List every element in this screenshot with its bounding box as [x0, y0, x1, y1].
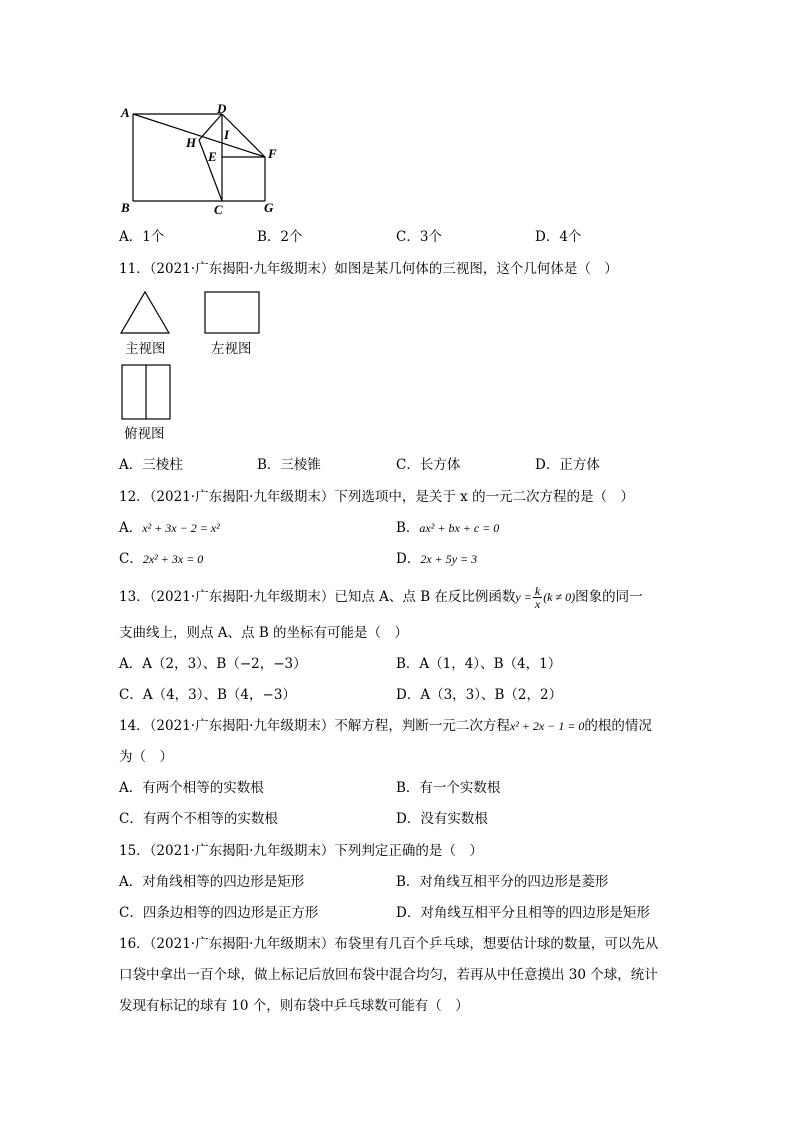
option-expression: 2x² + 3x = 0: [142, 552, 204, 566]
q14-option-a[interactable]: A．有两个相等的实数根: [119, 780, 264, 796]
q13-stem-line1: [119, 585, 643, 610]
equation: x² + 2x − 1 = 0: [509, 719, 585, 733]
q10-option-b[interactable]: B．2个: [257, 229, 303, 245]
q14-stem-end: 的根的情况: [584, 718, 652, 734]
point-label-b: B: [121, 200, 130, 215]
q14-stem-line1: [119, 716, 652, 736]
q13-option-a[interactable]: A．A（2，3）、B（−2，−3）: [119, 656, 307, 672]
q16-stem-line3: 发现有标记的球有 10 个，则布袋中乒乓球数可能有（ ）: [119, 998, 469, 1014]
q13-option-d[interactable]: D．A（3，3）、B（2，2）: [396, 687, 563, 703]
function-lhs: y =: [515, 590, 532, 604]
side-view-label: 左视图: [211, 341, 252, 357]
q14-stem-line2: 为（ ）: [119, 749, 173, 765]
option-expression: x² + 3x − 2 = x²: [142, 521, 220, 535]
point-label-a: A: [121, 105, 130, 120]
option-expression: ax² + bx + c = 0: [419, 521, 500, 535]
option-expression: 2x + 5y = 3: [420, 552, 478, 566]
q13-option-c[interactable]: C．A（4，3）、B（4，−3）: [119, 687, 296, 703]
q12-stem: 12．（2021·广东揭阳·九年级期末）下列选项中，是关于 x 的一元二次方程的是（ ）: [119, 489, 635, 505]
q10-option-a[interactable]: A．1个: [119, 229, 165, 245]
q11-option-a[interactable]: A．三棱柱: [119, 457, 183, 473]
q11-stem: 11．（2021·广东揭阳·九年级期末）如图是某几何体的三视图，这个几何体是（ ）: [119, 261, 618, 277]
q14-option-c[interactable]: C．有两个不相等的实数根: [119, 811, 278, 827]
function-fraction: [533, 585, 542, 610]
top-view-label: 俯视图: [124, 426, 165, 442]
point-label-f: F: [268, 146, 277, 161]
point-label-i: I: [224, 127, 230, 142]
option-label: C．: [119, 551, 143, 567]
q12-option-b[interactable]: [396, 518, 499, 538]
q12-option-d[interactable]: [396, 549, 477, 569]
q15-option-b[interactable]: B．对角线互相平分的四边形是菱形: [396, 874, 609, 890]
q16-stem-line1: 16．（2021·广东揭阳·九年级期末）布袋里有几百个乒乓球，想要估计球的数量，可以先从: [119, 936, 659, 952]
q15-option-c[interactable]: C．四条边相等的四边形是正方形: [119, 905, 319, 921]
q11-option-b[interactable]: B．三棱锥: [257, 457, 321, 473]
q10-option-d[interactable]: D．4个: [535, 229, 582, 245]
point-label-c: C: [214, 202, 223, 217]
point-label-e: E: [208, 149, 217, 164]
point-label-d: D: [217, 101, 227, 116]
q14-stem-start: 14．（2021·广东揭阳·九年级期末）不解方程，判断一元二次方程: [119, 718, 510, 734]
fraction-numerator: k: [534, 584, 541, 598]
q15-option-a[interactable]: A．对角线相等的四边形是矩形: [119, 874, 305, 890]
q13-stem-end: 图象的同一: [575, 589, 643, 605]
point-label-h: H: [186, 135, 197, 150]
point-label-g: G: [264, 200, 274, 215]
q14-option-b[interactable]: B．有一个实数根: [396, 780, 501, 796]
q13-stem-line2: 支曲线上，则点 A、点 B 的坐标有可能是（ ）: [119, 625, 409, 641]
q16-stem-line2: 口袋中拿出一百个球，做上标记后放回布袋中混合均匀，若再从中任意摸出 30 个球，统计: [119, 967, 658, 983]
q13-stem-start: 13．（2021·广东揭阳·九年级期末）已知点 A、点 B 在反比例函数: [119, 589, 516, 605]
q15-stem: 15．（2021·广东揭阳·九年级期末）下列判定正确的是（ ）: [119, 843, 483, 859]
q12-option-c[interactable]: [119, 549, 203, 569]
function-condition: (k ≠ 0): [543, 590, 576, 604]
fraction-denominator: x: [534, 597, 541, 611]
option-label: A．: [119, 520, 143, 536]
q12-option-a[interactable]: [119, 518, 220, 538]
q11-option-c[interactable]: C．长方体: [396, 457, 461, 473]
q11-option-d[interactable]: D．正方体: [535, 457, 600, 473]
option-label: B．: [396, 520, 420, 536]
q10-option-c[interactable]: C．3个: [396, 229, 442, 245]
three-views-figure: [0, 0, 794, 430]
front-view-label: 主视图: [125, 341, 166, 357]
q15-option-d[interactable]: D．对角线互相平分且相等的四边形是矩形: [396, 905, 650, 921]
option-label: D．: [396, 551, 421, 567]
q14-option-d[interactable]: D．没有实数根: [396, 811, 488, 827]
q13-option-b[interactable]: B．A（1，4）、B（4，1）: [396, 656, 562, 672]
